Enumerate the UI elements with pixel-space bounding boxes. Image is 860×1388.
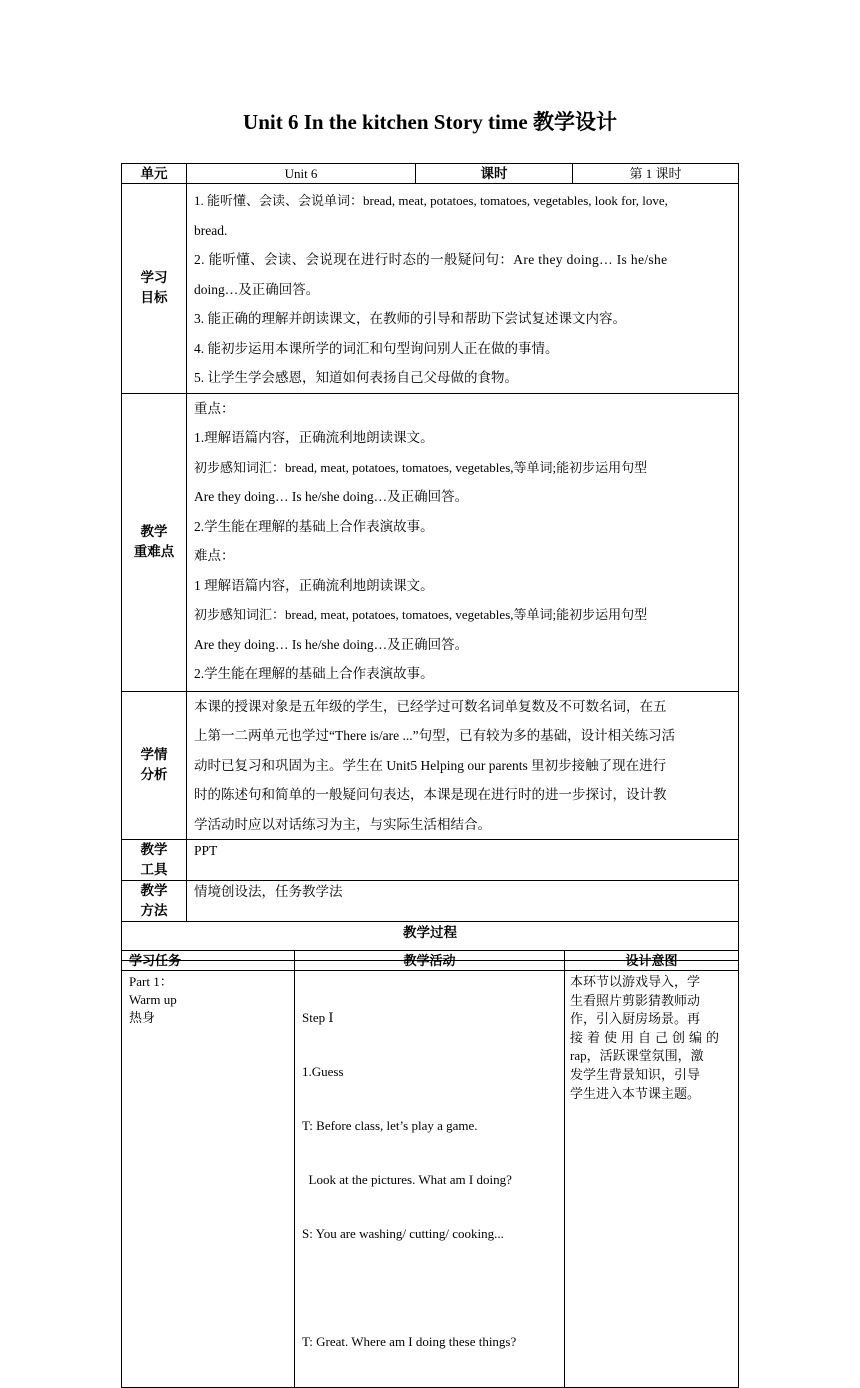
objective-line: 3. 能正确的理解并朗读课文，在教师的引导和帮助下尝试复述课文内容。 bbox=[194, 311, 626, 326]
methods-content: 情境创设法，任务教学法 bbox=[187, 881, 739, 922]
intent-line: 发学生背景知识，引导 bbox=[570, 1066, 701, 1082]
period-value: 第 1 课时 bbox=[573, 164, 739, 184]
activity-line: S: You are washing/ cutting/ cooking... bbox=[302, 1226, 504, 1241]
info-row bbox=[122, 164, 739, 184]
key-points-label: 教学 重难点 bbox=[122, 393, 187, 691]
key-point-line: 难点： bbox=[194, 548, 235, 563]
key-points-row bbox=[122, 393, 739, 691]
analysis-label: 学情 分析 bbox=[122, 691, 187, 840]
analysis-row bbox=[122, 691, 739, 840]
intent-line: 学生进入本节课主题。 bbox=[570, 1085, 701, 1101]
key-point-line: 1 理解语篇内容，正确流利地朗读课文。 bbox=[194, 577, 434, 593]
tools-row bbox=[122, 840, 739, 881]
col-task-header: 学习任务 bbox=[122, 951, 295, 971]
key-point-line: 2.学生能在理解的基础上合作表演故事。 bbox=[194, 666, 434, 681]
objective-line: 4. 能初步运用本课所学的词汇和句型询问别人正在做的事情。 bbox=[194, 340, 559, 356]
analysis-line: 学活动时应以对话练习为主，与实际生活相结合。 bbox=[194, 816, 491, 832]
unit-value: Unit 6 bbox=[187, 164, 416, 184]
task-line: Warm up bbox=[129, 992, 177, 1007]
activity-line: Step Ⅰ bbox=[302, 1010, 334, 1025]
intent-cell bbox=[565, 971, 739, 1388]
key-point-line: 2.学生能在理解的基础上合作表演故事。 bbox=[194, 518, 434, 534]
task-line: 热身 bbox=[129, 1010, 156, 1025]
methods-row bbox=[122, 881, 739, 922]
key-points-content bbox=[187, 393, 739, 691]
key-point-line: Are they doing… Is he/she doing…及正确回答。 bbox=[194, 636, 469, 652]
key-point-line: Are they doing… Is he/she doing…及正确回答。 bbox=[194, 489, 469, 504]
analysis-line: 动时已复习和巩固为主。学生在 Unit5 Helping our parents 里初步接触了现在进行 bbox=[194, 757, 667, 773]
analysis-line: 本课的授课对象是五年级的学生，已经学过可数名词单复数及不可数名词，在五 bbox=[194, 698, 667, 714]
task-cell bbox=[122, 971, 295, 1388]
intent-line: 本环节以游戏导入，学 bbox=[570, 974, 701, 989]
methods-label: 教学 方法 bbox=[122, 881, 187, 922]
activity-line: Look at the pictures. What am I doing? bbox=[302, 1172, 512, 1187]
unit-label: 单元 bbox=[122, 164, 187, 184]
page-title: Unit 6 In the kitchen Story time 教学设计 bbox=[243, 110, 617, 134]
objectives-content bbox=[187, 184, 739, 394]
process-row-warmup bbox=[122, 971, 739, 1388]
activity-cell bbox=[295, 971, 565, 1388]
analysis-line: 时的陈述句和简单的一般疑问句表达，本课是现在进行时的进一步探讨，设计教 bbox=[194, 787, 667, 802]
objectives-row bbox=[122, 184, 739, 394]
objective-line: 5. 让学生学会感恩，知道如何表扬自己父母做的食物。 bbox=[194, 370, 518, 385]
process-title: 教学过程 bbox=[122, 922, 739, 961]
objectives-label: 学习 目标 bbox=[122, 184, 187, 394]
key-point-line: 1.理解语篇内容，正确流利地朗读课文。 bbox=[194, 430, 434, 445]
tools-label: 教学 工具 bbox=[122, 840, 187, 881]
intent-line: 接着使用自己创编的 bbox=[570, 1029, 724, 1045]
key-point-line: 重点： bbox=[194, 400, 235, 416]
process-header-row bbox=[122, 951, 739, 971]
tools-content: PPT bbox=[187, 840, 739, 881]
objective-line: bread. bbox=[194, 222, 228, 238]
col-activity-header: 教学活动 bbox=[295, 951, 565, 971]
objective-line: 2. 能听懂、会读、会说现在进行时态的一般疑问句：Are they doing… Is he/she bbox=[194, 252, 668, 267]
analysis-line: 上第一二两单元也学过“There is/are ...”句型，已有较为多的基础，设计相关练习活 bbox=[194, 728, 676, 743]
key-point-line: 初步感知词汇：bread, meat, potatoes, tomatoes, vegetables,等单词;能初步运用句型 bbox=[194, 607, 648, 622]
activity-line: T: Before class, let’s play a game. bbox=[302, 1118, 478, 1133]
intent-line: 生看照片剪影猜教师动 bbox=[570, 992, 701, 1008]
objective-line: 1. 能听懂、会读、会说单词：bread, meat, potatoes, tomatoes, vegetables, look for, love, bbox=[194, 193, 668, 208]
key-point-line: 初步感知词汇：bread, meat, potatoes, tomatoes, vegetables,等单词;能初步运用句型 bbox=[194, 459, 648, 475]
activity-line bbox=[302, 1279, 558, 1297]
activity-line: T: Great. Where am I doing these things? bbox=[302, 1334, 517, 1349]
lesson-info-table bbox=[121, 163, 739, 961]
intent-line: rap，活跃课堂氛围，激 bbox=[570, 1048, 704, 1064]
intent-line: 作，引入厨房场景。再 bbox=[570, 1011, 701, 1027]
objective-line: doing…及正确回答。 bbox=[194, 281, 320, 297]
analysis-content bbox=[187, 691, 739, 840]
process-table bbox=[121, 950, 739, 1388]
activity-line: 1.Guess bbox=[302, 1064, 344, 1079]
task-line: Part 1： bbox=[129, 974, 173, 989]
period-label: 课时 bbox=[416, 164, 573, 184]
col-intent-header: 设计意图 bbox=[565, 951, 739, 971]
